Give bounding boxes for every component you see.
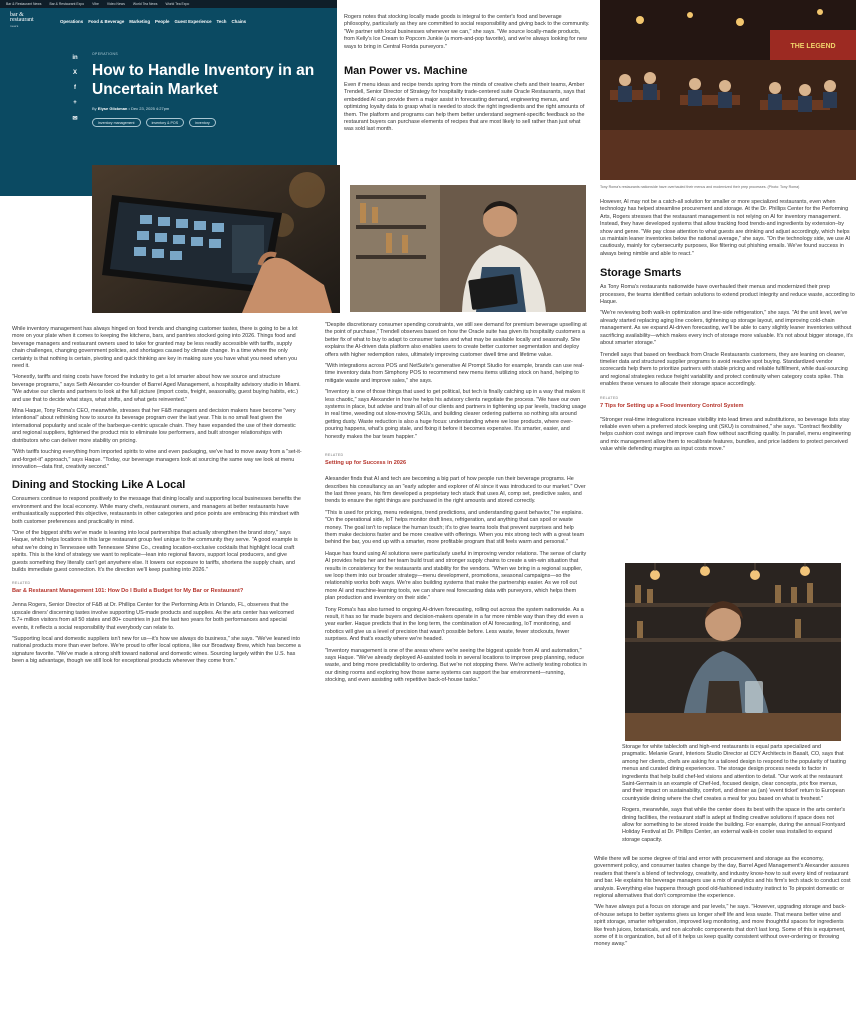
bartender-image (625, 563, 841, 741)
paragraph: "Honestly, tariffs and rising costs have forced the industry to get a lot smarter about how we source and structure beverage programs," says Seth Alexander co-founder of Barrel Aged Management, a hospitality advisory studio in Miami. "We advise our clients and partners to look at the full picture (import costs, freight, seasonality, guest buying habits, etc.) and use that to decide what stays, what shifts, and what gets reinvented." (12, 374, 301, 403)
nav-tech[interactable]: Tech (216, 18, 227, 24)
paragraph: "Supporting local and domestic suppliers isn't new for us—it's how we always do business," she says. "We've leaned into national products more than ever before. We're proud to offer local options, like our Broadway Brew, which has become a signature favorite. "We've made a strong shift toward national and domestic wines. Sourcing largely within the U.S. has been a big advantage, though we still look for exceptional products wherever they come from." (12, 636, 301, 665)
paragraph: Consumers continue to respond positively to the message that dining locally and supporting local businesses benefits the environment and the local economy. While many chefs, restaurant owners, and managers at better restaurants have enthusiastically supported this objective, restaurants in other categories and price points are embracing this mindset with both customer preferences and practicality in mind. (12, 496, 301, 525)
article-column-3-bottom (594, 856, 852, 953)
restaurant-interior-image (600, 0, 856, 180)
nav-marketing[interactable]: Marketing (129, 18, 151, 24)
article-column-3-lower (622, 744, 846, 848)
tag-chip[interactable]: inventory management (92, 118, 141, 127)
article-column-1 (12, 326, 302, 670)
main-nav (0, 10, 337, 32)
paragraph: Haque has found using AI solutions were particularly useful in improving vendor relations. The sense of clarity AI provides helps her and her team build trust and stronger supply chains to create a win-win situation that results in consistency for the restaurants and stability for the vendors. "When we bring in a regional supplier, we loop them into our broader strategy—menu development, promotions, seasonal campaigns—so the relationship works both ways. We're also building systems that make the partnership easier. As we roll out more AI and machine-learning tools, we can share real forecasting data with purveyors, which helps them plan production and inventory on their side." (325, 550, 587, 602)
article-column-2-top (344, 14, 590, 138)
topbar-link[interactable]: Bar & Restaurant News (6, 2, 42, 6)
facebook-icon[interactable]: f (74, 85, 76, 91)
image-caption: Tony Roma's restaurants nationwide have overhauled their menus and modernized their prep processes. (Photo: Tony Roma) (600, 185, 800, 189)
nav-operations[interactable]: Operations (60, 18, 84, 24)
tag-chip[interactable]: inventory (189, 118, 216, 127)
hero-image-tablet (92, 165, 340, 313)
plus-icon[interactable]: + (73, 100, 77, 106)
linkedin-icon[interactable]: in (72, 55, 78, 61)
paragraph: Mina Haque, Tony Roma's CEO, meanwhile, stresses that her F&B managers and decision makers have become "very intentional" about rethinking how to source its beverage program over the last year. This is no small feat given the international popularity and scale of the barbeque-centric upscale chain. They have expanded the use of their domestic and regional suppliers, tightened the product mix to eliminate low performers, and built stronger relationships with distributors who can deliver more stability on pricing. (12, 408, 296, 444)
section-heading: Storage Smarts (600, 267, 682, 280)
paragraph: While inventory management has always hinged on food trends and changing customer tastes, there is going to be a lot more on your plate when it comes to keeping the kitchens, bars, and pantries stocked going into 2026. Things food and beverage managers and restaurant owners used to take for granted may be less readily accessible with tariffs, supply chain challenges, changing government policies, and shortages caused by climate change. In a time where the only certainty is that nothing is certain, pivoting and quick thinking are key in making sure you have what you need when you need it. (12, 326, 298, 370)
paragraph: "One of the biggest shifts we've made is leaning into local partnerships that actually strengthen the brand story," says Haque, which helps locations in this large restaurant group feel unique to the community they serve. "A good example is what we're doing in Tennessee with Tennessee Shine Co., creating location-exclusive cocktails that highlight local craft spirits. This is the kind of strategy we want to replicate—lean into regional flavors, support local producers, and give guests something they literally can't get anywhere else. It lowers our exposure to tariffs, shortens the supply chain, and builds immediate guest connection. It's the direction we'll keep pushing into 2026." (12, 529, 298, 573)
tag-list (92, 118, 216, 127)
paragraph: Jenna Rogers, Senior Director of F&B at Dr. Phillips Center for the Performing Arts in Orlando, FL, observes that the upscale diners' discerning tastes involve supporting US-made products and supplies. As the arts center has welcomed 5.7+ million visitors from all 50 states and 80+ countries in just the last two years for both performances and special events, it reflects a social responsibility that everybody can relate to. (12, 602, 294, 631)
topbar-link[interactable]: Video News (106, 2, 125, 6)
paragraph: Rogers notes that stocking locally made goods is integral to the center's food and beverage philosophy, particularly as they are committed to social responsibility and giving back to the community. "We partner with local businesses whenever we can," she says. "We source locally-made products, from Kelly's Ice Cream to Popcorn Junkie (a mom-and-pop favorite), and we're always looking for new ways to bring in Central Florida purveyors." (344, 14, 590, 50)
publish-date: • Dec 23, 2025 4:27pm (128, 106, 170, 111)
paragraph: "With tariffs touching everything from imported spirits to wine and even packaging, we've had to move away from a "set-it-and-forget-it" approach," says Haque. "Today, our beverage managers look at sourcing the same way we look at menu innovation—data first, creativity second." (12, 449, 302, 470)
topbar-link[interactable]: World Tea News (132, 2, 158, 6)
related-article-link[interactable]: Bar & Restaurant Management 101: How Do I Build a Budget for My Bar or Restaurant? (12, 588, 244, 595)
byline: By Elyse Glickman • Dec 23, 2025 4:27pm (92, 106, 170, 111)
section-heading: Dining and Stocking Like A Local (12, 479, 186, 492)
author-link[interactable]: Elyse Glickman (97, 106, 128, 111)
paragraph: "Inventory is one of those things that used to get political, but tech is finally catching up in a way that makes it less chaotic," says Alexander in how he helps his advisory clients negotiate the process. "We have our own systems in place, but advise and train all of our clients and partners in tightening up par levels, tracking usage in real time, weeding out slow-moving SKUs, and building clearer ordering patterns so nothing sits around getting dusty. Waste reduction is also a huge focus: understanding where we lose products, where over-pouring happens, what's going stale, and fixing it before it becomes expensive. It's smarter, easier, and honestly makes the bar team happier." (325, 389, 587, 440)
share-bar (70, 55, 80, 122)
paragraph: "This is used for pricing, menu redesigns, trend predictions, and understanding guest behavior," he explains. "On the operational side, IoT helps monitor draft lines, refrigeration, and anything that can spoil or waste money. The goal isn't to replace the human touch; it's to give teams tools that prevent surprises and help them make decisions faster and be more creative with offerings. When you mix strong tech with a great team behind the bar, you end up with a smarter, more profitable program that still feels warm and personal." (325, 509, 585, 546)
page-title: How to Handle Inventory in an Uncertain Market (92, 62, 315, 98)
article-category[interactable]: OPERATIONS (92, 52, 118, 56)
related-label: RELATED (600, 395, 619, 400)
paragraph: Even if menu ideas and recipe trends spring from the minds of creative chefs and their teams, Amber Trendell, Senior Director of Strategy for hospitality trade-centered suite Oracle Restaurants, says that embedded AI can provide them a major assist in forecasting demand, engineering menus, and optimizing loyalty data to grasp what is needed to stock the right ingredients and the right amounts of them. The platform and programs can help them better understand segment-specific feedback so the restaurant buyers can purchase elements of recipes that are most likely to sell rather than just what was sold last month. (344, 82, 585, 133)
sign-text: THE LEGEND (790, 43, 836, 50)
paragraph: As Tony Roma's restaurants nationwide have overhauled their menus and modernized their prep processes, the teams identified certain solutions to extend product integrity and reduce waste, according to Haque. (600, 284, 855, 306)
nav-people[interactable]: People (155, 18, 170, 24)
paragraph: While there will be some degree of trial and error with procurement and storage as the economy, government policy, and consumer tastes change by the day, Barrel Aged Management's Alexander assures readers that there's a blend of technology, creativity, and industry know-how to suit every kind of restaurant and bar. He explains his beverage managers use a mix of analytics and his firm's tech stack to conduct cost analysis. Everything else happens through good old-fashioned industry instinct to To pinpoint domestic or regional alternatives that don't compromise the experience. (594, 856, 851, 900)
chef-with-tablet-image (350, 185, 586, 312)
section-heading: Man Power vs. Machine (344, 65, 468, 78)
paragraph: "We're reviewing both walk-in optimization and line-side refrigeration," she says. "At the unit level, we've already started replacing aging line coolers, tightening up storage layout, and improving cold-chain management. As we expand AI-driven forecasting, we'll be able to carry slightly leaner inventories without sacrificing availability—which makes every inch of storage more valuable. It's not about bigger storage, it's about smarter storage." (600, 310, 853, 347)
paragraph: Tony Roma's has also turned to ongoing AI-driven forecasting, rolling out across the system nationwide. As a result, it has so far made buyers and decision-makers operate in a far more nimble way than they did even a year earlier. Haque predicts that in the long term, the combination of AI forecasting, IoT monitoring, and robotics will give us a level of precision that wasn't possible before. Less waste, fewer stockouts, fewer surprises. And that's exactly where we're headed. (325, 606, 584, 643)
related-article-link[interactable]: 7 Tips for Setting up a Food Inventory Control System (600, 402, 744, 409)
related-label: RELATED (325, 453, 344, 458)
x-icon[interactable]: X (72, 70, 77, 76)
paragraph: "Stronger real-time integrations increase visibility into lead times and substitutions, so beverage lists stay reliable even when a preferred stock keeping unit (SKU) is constrained," she says. "Contract flexibility helps cushion cost swings and improve cash flow without sacrificing quality. In parallel, menu engineering and mix management allow them to recalibrate features, bundles, and price ladders to protect perceived value while defending margins as input costs move." (600, 416, 851, 453)
paragraph: "Despite discretionary consumer spending constraints, we still see demand for premium beverage upselling at the point of purchase," Trendell observes based on how the Oracle suite has given its hospitality customers a better fix of what to buy to adapt to consumer tastes and what may be available locally and seasonally. She explains the AI-driven data platform also enables users to create better customer segmentation and deploy offers with higher redemption rates, ultimately improving customer dwell time and lifetime value. (325, 322, 587, 358)
site-logo[interactable]: bar & restaurant news (10, 11, 34, 28)
article-column-2-lower (325, 322, 587, 689)
paragraph: However, AI may not be a catch-all solution for smaller or more specialized restaurants, even when technology has helped streamline procurement and storage. At the Dr. Phillips Center for the Performing Arts, Rogers stresses that the restaurant management is not relying on AI for inventory management. Instead, they have developed systems that allow tracking food trends-and ingredients by extension–by show and genre. "We pay close attention to what guests are drinking and adjust accordingly, which helps us maintain leaner inventories below the national average," she says. "On the technology side, we use AI cautiously, mainly for cybersecurity purposes, like filtering out phishing emails. We've found success in always being nimble and able to react." (600, 199, 851, 257)
related-article-link[interactable]: Setting up for Success in 2026 (325, 460, 407, 467)
email-icon[interactable]: ✉ (72, 116, 78, 122)
tag-chip[interactable]: inventory & POS (146, 118, 185, 127)
nav-food-beverage[interactable]: Food & Beverage (88, 18, 125, 24)
topbar-link[interactable]: World Tea Expo (165, 2, 190, 6)
paragraph: "Inventory management is one of the areas where we're seeing the biggest upside from AI and automation," says Haque. "We've already deployed AI-assisted tools in several locations to improve prep planning, reduce waste, and bring more predictability to ordering. But we're not stopping there. We're actively testing robotics in our dining rooms and exploring how those same systems can support the bar environment—running, stocking, and even assisting with repetitive back-of-house tasks." (325, 647, 587, 684)
topbar-link[interactable]: Bar & Restaurant Expo (49, 2, 85, 6)
paragraph: "We have always put a focus on storage and par levels," he says. "However, upgrading storage and back-of-house setups to better systems gives us longer shelf life and less waste. That means better wine and spirit storage, smarter refrigeration, improved keg monitoring, and more thoughtful spaces for ingredients like fresh juices, botanicals, and non alcoholic components that don't last long. Some of this is equipment, some of it is organization, but all of it helps us keep quality consistent without over-ordering or throwing money away." (594, 904, 846, 948)
related-label: RELATED (12, 581, 31, 586)
paragraph: Storage for white tablecloth and high-end restaurants is equal parts specialized and pragmatic. Melanie Grant, Interiors Studio Director at CCY Architects in Basalt, CO, says that among her clients, chefs are asking for a tailored design to respond to the popularity of tasting menus and curated dining experiences. The storage design process needs to factor in ingredients that help build chef-led visions and attention to detail. "Our work at the restaurant Saint-Germain is an example of Chef-led, focused design, clear concepts, prix fixe menus, and their impact on sustainability, comfort, and dinner as (an) 'event ticket' return to European countryside dining where the chef creates a meal for you based on what is freshest." (622, 744, 846, 802)
topbar-link[interactable]: Vibe (92, 2, 99, 6)
paragraph: Alexander finds that AI and tech are becoming a big part of how people run their beverage programs. He describes his consultancy as an "early adopter and explorer of AI since it was introduced to our market." Over the last three years, his firm developed a proprietary tech stack that uses AI, comp set, predictive sales, and trends to ensure the right things are purchased in the right amounts and stored correctly. (325, 476, 586, 505)
nav-chains[interactable]: Chains (231, 18, 247, 24)
article-column-3-top (600, 199, 856, 458)
paragraph: Rogers, meanwhile, says that while the center does its best with the space in the arts center's dining facilities, the restaurant staff is adept at finding creative solutions if space does not allow for something to be stored inside the building. For example, during the annual Frontyard Holiday Festival at Dr. Phillips Center, an external walk-in cooler was installed to expand storage capacity. (622, 807, 846, 843)
nav-guest-experience[interactable]: Guest Experience (174, 18, 212, 24)
paragraph: Trendell says that based on feedback from Oracle Restaurants customers, they are leaning on cleaner, timelier data and structured supplier programs to avoid reactive spot buying. Standardized vendor scorecards help them to prioritize partners with stable pricing and reliable fulfillment, while dual-sourcing and regional strategies reduce freight variability and protect continuity when category costs spike. This enables these venues to allocate their storage space accordingly. (600, 351, 848, 388)
network-topbar (0, 0, 337, 8)
paragraph: "With integrations across POS and NetSuite's generative AI Prompt Studio for example, brands can use real-time inventory data from Simphony POS to recommend new menu items utilizing stock on hand, helping to mitigate waste and improve sales," she says. (325, 363, 585, 384)
